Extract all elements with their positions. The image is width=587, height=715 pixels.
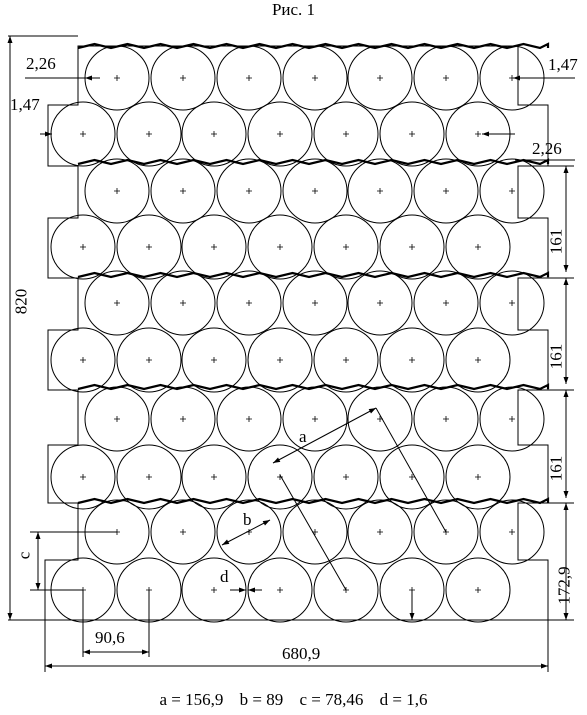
dim-overall-height: 820 [11,288,31,315]
center-mark [146,474,152,480]
center-mark [377,75,383,81]
legend-b: b = 89 [239,690,284,709]
arrowhead [142,650,149,655]
arrowhead [85,76,92,81]
center-mark [277,131,283,137]
arrowhead [8,613,13,620]
center-mark [211,357,217,363]
legend-a: a = 156,9 [159,690,224,709]
center-mark [409,244,415,250]
center-mark [312,188,318,194]
center-mark [211,131,217,137]
center-mark [475,587,481,593]
arrowhead [45,664,52,669]
dim-row-height-2: 161 [546,343,566,370]
arrowhead [263,520,270,525]
dim-row-height-1: 161 [546,228,566,255]
center-mark [180,300,186,306]
center-mark [509,416,515,422]
center-mark [343,357,349,363]
center-mark [180,75,186,81]
marker-d: d [220,567,229,586]
row-separators [78,44,548,503]
center-mark [443,416,449,422]
center-mark [377,188,383,194]
center-mark [246,416,252,422]
center-mark [114,300,120,306]
dim-pitch: 90,6 [95,628,125,647]
center-mark [246,75,252,81]
arrowhead [564,265,569,272]
center-mark [312,75,318,81]
arrowhead [8,36,13,43]
marker-a: a [299,427,307,446]
arrowhead [239,588,246,593]
dim-a-extension [280,475,346,590]
arrowhead [222,540,229,545]
figure-title: Рис. 1 [271,0,316,19]
center-mark [409,131,415,137]
center-mark [509,300,515,306]
center-mark [443,300,449,306]
arrowhead [564,166,569,173]
arrowhead [410,613,415,620]
center-mark [475,131,481,137]
center-mark [277,587,283,593]
arrowhead [36,583,41,590]
center-mark [114,188,120,194]
center-mark [114,75,120,81]
dim-overall-width: 680,9 [282,644,321,663]
center-mark [509,529,515,535]
center-mark [377,300,383,306]
legend-d: d = 1,6 [379,690,428,709]
arrowhead [564,491,569,498]
center-mark [80,357,86,363]
center-mark [211,244,217,250]
center-mark [180,416,186,422]
center-mark [312,300,318,306]
center-mark [80,474,86,480]
legend-c: c = 78,46 [299,690,364,709]
center-mark [475,474,481,480]
center-mark [211,587,217,593]
dim-gap-top-right: 1,47 [548,55,578,74]
arrowhead [36,532,41,539]
arrowhead [248,588,255,593]
center-mark [80,244,86,250]
separator-line [78,160,548,164]
center-mark [475,244,481,250]
arrowhead [564,613,569,620]
center-mark [277,357,283,363]
arrowhead [83,650,90,655]
dim-gap-second-right: 2,26 [532,139,562,158]
marker-c: c [14,551,34,560]
separator-line [78,273,548,277]
center-mark [180,529,186,535]
center-mark [146,357,152,363]
center-mark [475,357,481,363]
center-mark [211,474,217,480]
center-mark [246,188,252,194]
center-mark [246,300,252,306]
arrowhead [541,664,548,669]
dim-gap-second-left: 1,47 [10,95,40,114]
arrowhead [482,132,489,137]
center-mark [343,474,349,480]
marker-b: b [243,510,252,529]
dim-row-height-3: 161 [546,455,566,482]
center-mark [312,416,318,422]
center-mark [409,357,415,363]
center-mark [146,131,152,137]
center-mark [180,188,186,194]
center-mark [114,416,120,422]
dim-bottom-row-height: 172,9 [554,566,574,605]
dimension-lines [8,36,576,672]
center-mark [443,188,449,194]
center-mark [377,529,383,535]
center-mark [80,131,86,137]
center-mark [146,244,152,250]
circle-grid [51,46,544,622]
arrowhead [564,503,569,510]
center-mark [343,244,349,250]
center-mark [343,131,349,137]
legend-caption [0,690,587,710]
arrowhead [564,278,569,285]
dim-gap-top-left: 2,26 [26,54,56,73]
arrowhead [369,408,376,413]
center-mark [277,244,283,250]
arrowhead [513,76,520,81]
dim-a-line [273,408,376,463]
center-mark [443,75,449,81]
arrowhead [564,377,569,384]
center-mark [509,188,515,194]
arrowhead [564,390,569,397]
arrowhead [273,458,280,463]
